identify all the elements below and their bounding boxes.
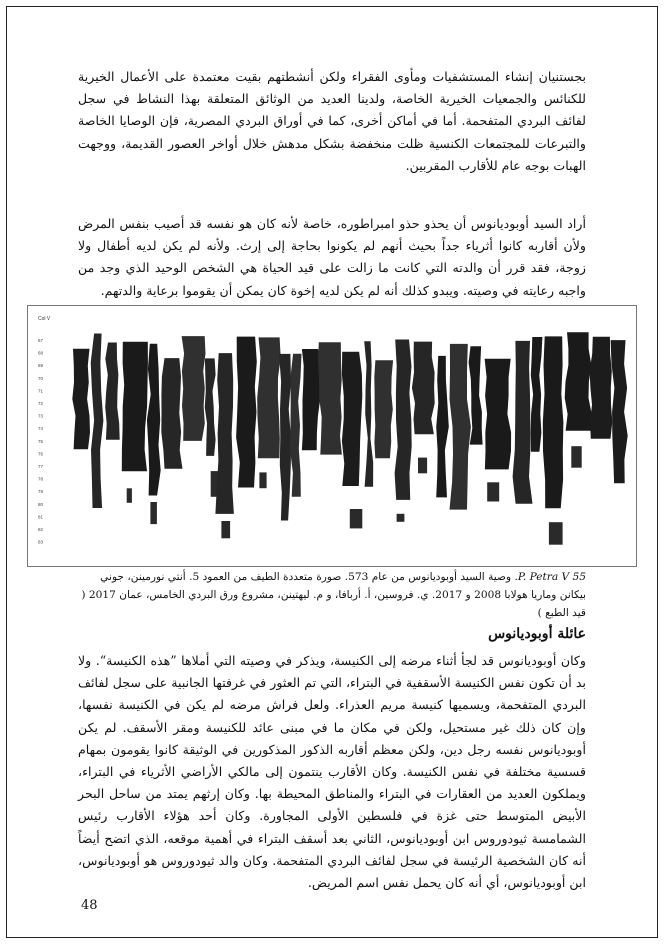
papyrus-fragment bbox=[450, 344, 471, 510]
page-number: 48 bbox=[81, 898, 98, 913]
line-numbers bbox=[38, 338, 44, 545]
line-number: 75 bbox=[38, 438, 44, 444]
papyrus-fragment bbox=[150, 502, 157, 524]
papyrus-fragment bbox=[72, 349, 90, 449]
line-number: 70 bbox=[38, 375, 44, 381]
line-number: 67 bbox=[38, 338, 44, 343]
papyrus-fragment bbox=[122, 342, 148, 472]
line-number: 69 bbox=[38, 363, 44, 369]
line-number: 68 bbox=[38, 350, 44, 356]
papyrus-fragment bbox=[221, 521, 230, 538]
paragraph-1: بجستنيان إنشاء المستشفيات ومأوى الفقراء ولكن أنشطتهم بقيت معتمدة على الأعمال الخيرية للكنائس والجمعيات الخيرية الخاصة، ولدينا العديد من الوثائق المتعلقة بهذا النشاط في سجل لفائف البردي المتفحمة. أما في أماكن أخرى، كما في أوراق البردي المصرية، فإن الوصايا الخاصة والتبرعات للمجتمعات الكنسية ظلت منخفضة بشكل مدهش خلال أواخر العصور القديمة، ووجهت الهبات بوجه عام للأقارب المقربين. bbox=[78, 69, 586, 173]
papyrus-fragment bbox=[571, 446, 581, 468]
section-heading: عائلة أوبوديانوس bbox=[488, 626, 586, 642]
line-number: 78 bbox=[38, 476, 44, 482]
papyrus-fragment bbox=[565, 332, 592, 431]
papyrus-fragment bbox=[161, 358, 182, 469]
column-label: Col V bbox=[38, 316, 51, 322]
papyrus-fragment bbox=[531, 337, 543, 452]
papyrus-fragment bbox=[350, 509, 363, 528]
line-number: 73 bbox=[38, 413, 44, 419]
papyrus-fragment bbox=[259, 472, 266, 488]
papyrus-fragment bbox=[342, 352, 362, 486]
line-number: 74 bbox=[38, 426, 44, 432]
line-number: 81 bbox=[38, 514, 44, 520]
papyrus-fragment bbox=[182, 336, 206, 441]
papyrus-fragment bbox=[91, 334, 104, 509]
papyrus-fragment bbox=[127, 488, 132, 503]
caption-text: وصية السيد أوبوديانوس من عام 573. صورة متعددة الطيف من العمود 5. أنتي نورمينن، جوني بيكانن وماريا هولابا 2008 و 2017. ي. فروسين، أ. أربافا، و م. ليهتينن، مشروع ورق البردي الخامس، عمان 2017 ( قيد الطبع ) bbox=[81, 571, 586, 619]
papyrus-fragment bbox=[279, 354, 291, 521]
papyrus-figure bbox=[27, 305, 637, 567]
papyrus-fragment bbox=[395, 340, 412, 500]
line-number: 72 bbox=[38, 401, 44, 406]
line-number: 71 bbox=[38, 388, 44, 394]
papyrus-fragment bbox=[485, 359, 512, 470]
papyrus-fragments bbox=[72, 332, 627, 545]
papyrus-fragment bbox=[105, 343, 120, 440]
papyrus-fragment bbox=[397, 514, 405, 522]
papyrus-fragment bbox=[147, 344, 161, 496]
papyrus-fragment bbox=[513, 341, 533, 504]
papyrus-fragment bbox=[543, 336, 564, 508]
line-number: 76 bbox=[38, 451, 44, 457]
line-number: 77 bbox=[38, 464, 44, 469]
line-number: 82 bbox=[38, 527, 44, 532]
papyrus-fragment bbox=[436, 356, 449, 498]
papyrus-fragment bbox=[487, 482, 499, 501]
papyrus-fragment bbox=[205, 358, 216, 456]
line-number: 83 bbox=[38, 539, 44, 545]
papyrus-fragment bbox=[374, 360, 393, 458]
line-number: 79 bbox=[38, 489, 44, 495]
papyrus-fragment bbox=[215, 353, 234, 514]
figure-caption bbox=[78, 568, 586, 622]
papyrus-fragment bbox=[302, 349, 320, 450]
papyrus-image bbox=[28, 306, 636, 566]
papyrus-fragment bbox=[611, 340, 628, 483]
papyrus-fragment bbox=[412, 342, 435, 435]
papyrus-fragment bbox=[418, 458, 427, 474]
papyrus-fragment bbox=[469, 346, 483, 444]
papyrus-fragment bbox=[290, 354, 302, 497]
caption-reference: P. Petra V 55. bbox=[514, 571, 586, 583]
papyrus-fragment bbox=[318, 342, 342, 454]
papyrus-fragment bbox=[257, 337, 281, 458]
paragraph-3: وكان أوبوديانوس قد لجأ أثناء مرضه إلى الكنيسة، ويذكر في وصيته التي أملاها ”هذه الكنيسة“. ولا بد أن تكون نفس الكنيسة الأسقفية في البتراء، التي تم العثور في غرفتها الجانبية على سجل لفائف البردي المتفحمة، ويسميها كنيسة مريم العذراء. ولعل فراش مرضه لم يكن في الكنيسة نفسها، وإن كان ذلك غير مستحيل، ولكن في مكان ما في مبنى عائد للكنيسة ومقر الأسقف. لم يكن أوبوديانوس نفسه رجل دين، ولكن معظم أقاربه الذكور المذكورين في الوثيقة كانوا يقومون بمهام قسسية مختلفة في نفس الكنيسة. وكان الأقارب ينتمون إلى مالكي الأراضي الأثرياء في البتراء، ويملكون العديد من العقارات في البتراء والمناطق المحيطة بها. وكان إرثهم يمتد من ساحل البحر الأبيض المتوسط حتى غزة في فلسطين الأولى المجاورة. وكان أحد هؤلاء الأقارب رئيس الشمامسة ثيودوروس ابن أوبوديانوس، الثاني بعد أسقف البتراء في أهمية موقعه، الذي اتضح أيضاً أنه كان الشخصية الرئيسة في سجل لفائف البردي المتفحمة. وكان والد ثيودوروس هو أوبوديانوس، ابن أوبوديانوس، أي أنه كان يحمل نفس اسم المريض. bbox=[78, 653, 586, 891]
papyrus-fragment bbox=[549, 522, 563, 545]
paragraph-2: أراد السيد أوبوديانوس أن يحذو حذو امبراطوره، خاصة لأنه كان هو نفسه قد أصيب بنفس المرض ولأن أقاربه كانوا أثرياء جداً بحيث أنهم لم يكونوا بحاجة إلى إرث. ولأنه لم يكن لديه أطفال ولا زوجة، فقد قرر أن والدته التي كانت ما زالت على قيد الحياة هي الشخص الوحيد الذي وجد من واجبه رعايته في وصيته. ويبدو كذلك أنه لم يكن لديه إخوة كان يمكن أن يقوموا برعاية والدتهم. bbox=[78, 216, 586, 298]
line-number: 80 bbox=[38, 501, 44, 507]
papyrus-fragment bbox=[590, 337, 613, 439]
papyrus-fragment bbox=[364, 341, 373, 486]
papyrus-fragment bbox=[236, 337, 257, 488]
